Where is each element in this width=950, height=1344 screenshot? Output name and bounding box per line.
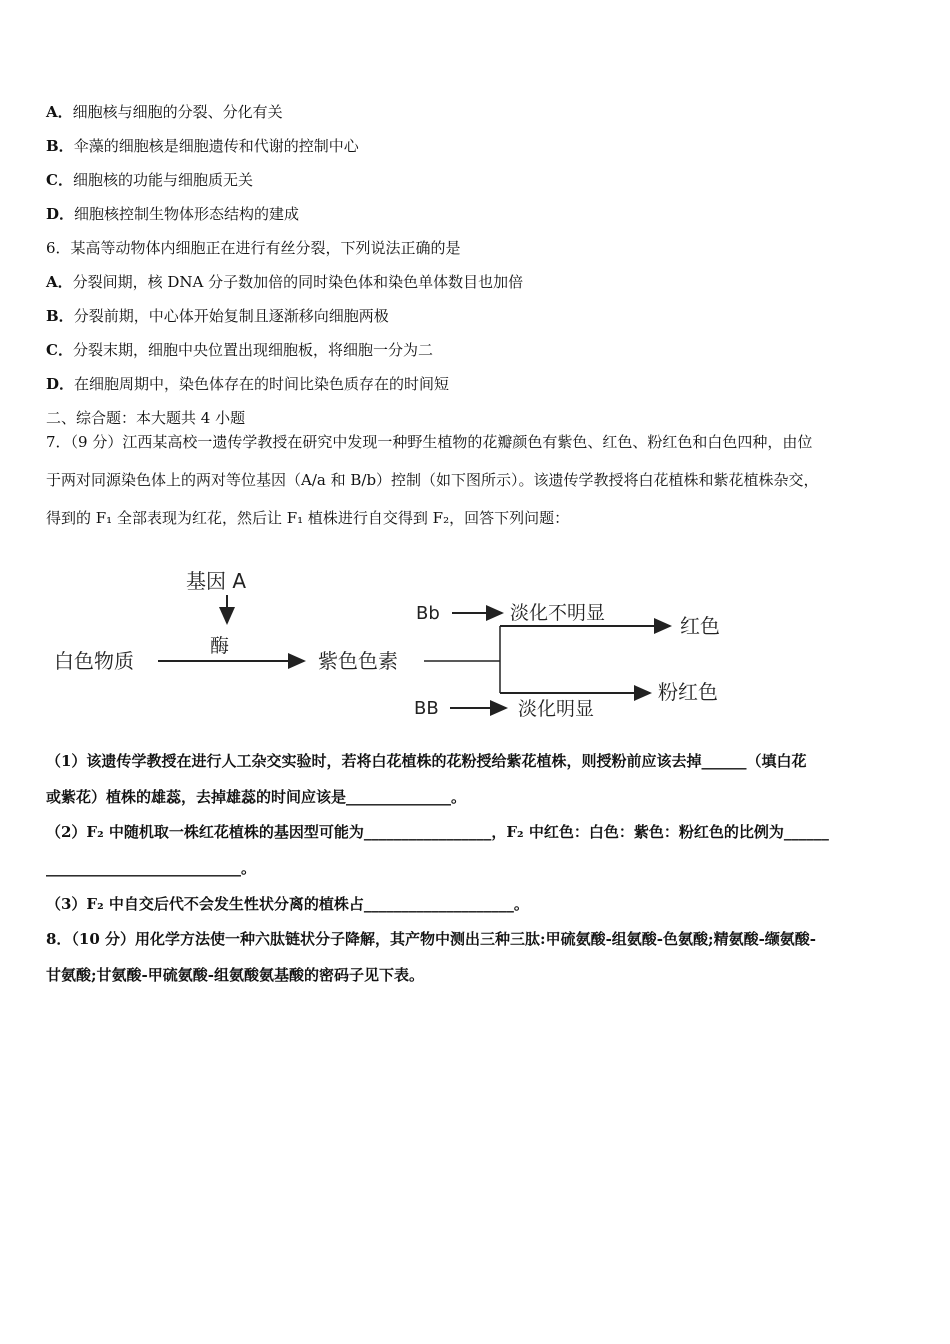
q5-option-d xyxy=(46,204,906,224)
bb-lower-label: BB xyxy=(414,698,439,719)
q5-option-b xyxy=(46,136,906,156)
pink-label: 粉红色 xyxy=(658,680,718,704)
option-letter: D． xyxy=(46,375,75,393)
q8-line-1: 8．（10 分）用化学方法使一种六肽链状分子降解，其产物中测出三种三肽:甲硫氨酸-组氨酸-色氨酸;精氨酸-缬氨酸- xyxy=(46,930,817,948)
enzyme-label: 酶 xyxy=(210,635,230,657)
option-text: 细胞核控制生物体形态结构的建成 xyxy=(74,205,300,223)
q6-stem: 6．某高等动物体内细胞正在进行有丝分裂，下列说法正确的是 xyxy=(46,239,461,257)
q7-line-1: 7．（9 分）江西某高校一遗传学教授在研究中发现一种野生植物的花瓣颜色有紫色、红色、粉红色和白色四种，由位 xyxy=(46,433,813,451)
option-letter: B． xyxy=(46,137,74,155)
white-substance-label: 白色物质 xyxy=(54,649,134,673)
q5-option-c xyxy=(46,170,906,190)
q7-sub1-line-1: （1）该遗传学教授在进行人工杂交实验时，若将白花植株的花粉授给紫花植株，则授粉前应该去掉______（填白花 xyxy=(46,752,807,770)
option-letter: A． xyxy=(46,103,73,121)
option-letter: C． xyxy=(46,171,73,189)
q7-sub2-line-2: __________________________。 xyxy=(46,859,257,877)
section-title: 二、综合题：本大题共 4 小题 xyxy=(46,409,246,427)
q6-option-c xyxy=(46,340,906,360)
q7-sub2-line-1: （2）F₂ 中随机取一株红花植株的基因型可能为_________________，F₂ 中红色：白色：紫色：粉红色的比例为______ xyxy=(46,823,829,841)
q6-option-a xyxy=(46,272,906,292)
option-letter: D． xyxy=(46,205,75,223)
bb-upper-label: Bb xyxy=(416,603,440,624)
q8-line-2: 甘氨酸;甘氨酸-甲硫氨酸-组氨酸氨基酸的密码子见下表。 xyxy=(46,966,424,984)
q6-option-d xyxy=(46,374,906,394)
q5-option-a xyxy=(46,102,906,122)
option-text: 伞藻的细胞核是细胞遗传和代谢的控制中心 xyxy=(73,137,359,155)
option-text: 分裂前期，中心体开始复制且逐渐移向细胞两极 xyxy=(73,307,389,325)
option-text: 细胞核的功能与细胞质无关 xyxy=(72,171,253,189)
q7-line-3: 得到的 F₁ 全部表现为红花，然后让 F₁ 植株进行自交得到 F₂，回答下列问题： xyxy=(46,509,570,527)
option-letter: C． xyxy=(46,341,73,359)
q7-sub3: （3）F₂ 中自交后代不会发生性状分离的植株占____________________。 xyxy=(46,895,529,913)
weak-fade-label: 淡化不明显 xyxy=(510,602,606,624)
gene-a-label: 基因 A xyxy=(186,569,247,593)
flower-color-pathway-diagram xyxy=(40,555,760,735)
option-letter: B． xyxy=(46,307,74,325)
red-label: 红色 xyxy=(680,614,720,638)
option-text: 分裂间期，核 DNA 分子数加倍的同时染色体和染色单体数目也加倍 xyxy=(72,273,524,291)
option-text: 细胞核与细胞的分裂、分化有关 xyxy=(72,103,283,121)
option-text: 在细胞周期中，染色体存在的时间比染色质存在的时间短 xyxy=(74,375,450,393)
option-text: 分裂末期，细胞中央位置出现细胞板，将细胞一分为二 xyxy=(72,341,433,359)
purple-pigment-label: 紫色色素 xyxy=(318,649,398,673)
q7-line-2: 于两对同源染色体上的两对等位基因（A/a 和 B/b）控制（如下图所示）。该遗传学教授将白花植株和紫花植株杂交， xyxy=(46,471,819,489)
q7-sub1-line-2: 或紫花）植株的雄蕊，去掉雄蕊的时间应该是______________。 xyxy=(46,788,467,806)
strong-fade-label: 淡化明显 xyxy=(518,698,595,720)
q6-option-b xyxy=(46,306,906,326)
option-letter: A． xyxy=(46,273,73,291)
